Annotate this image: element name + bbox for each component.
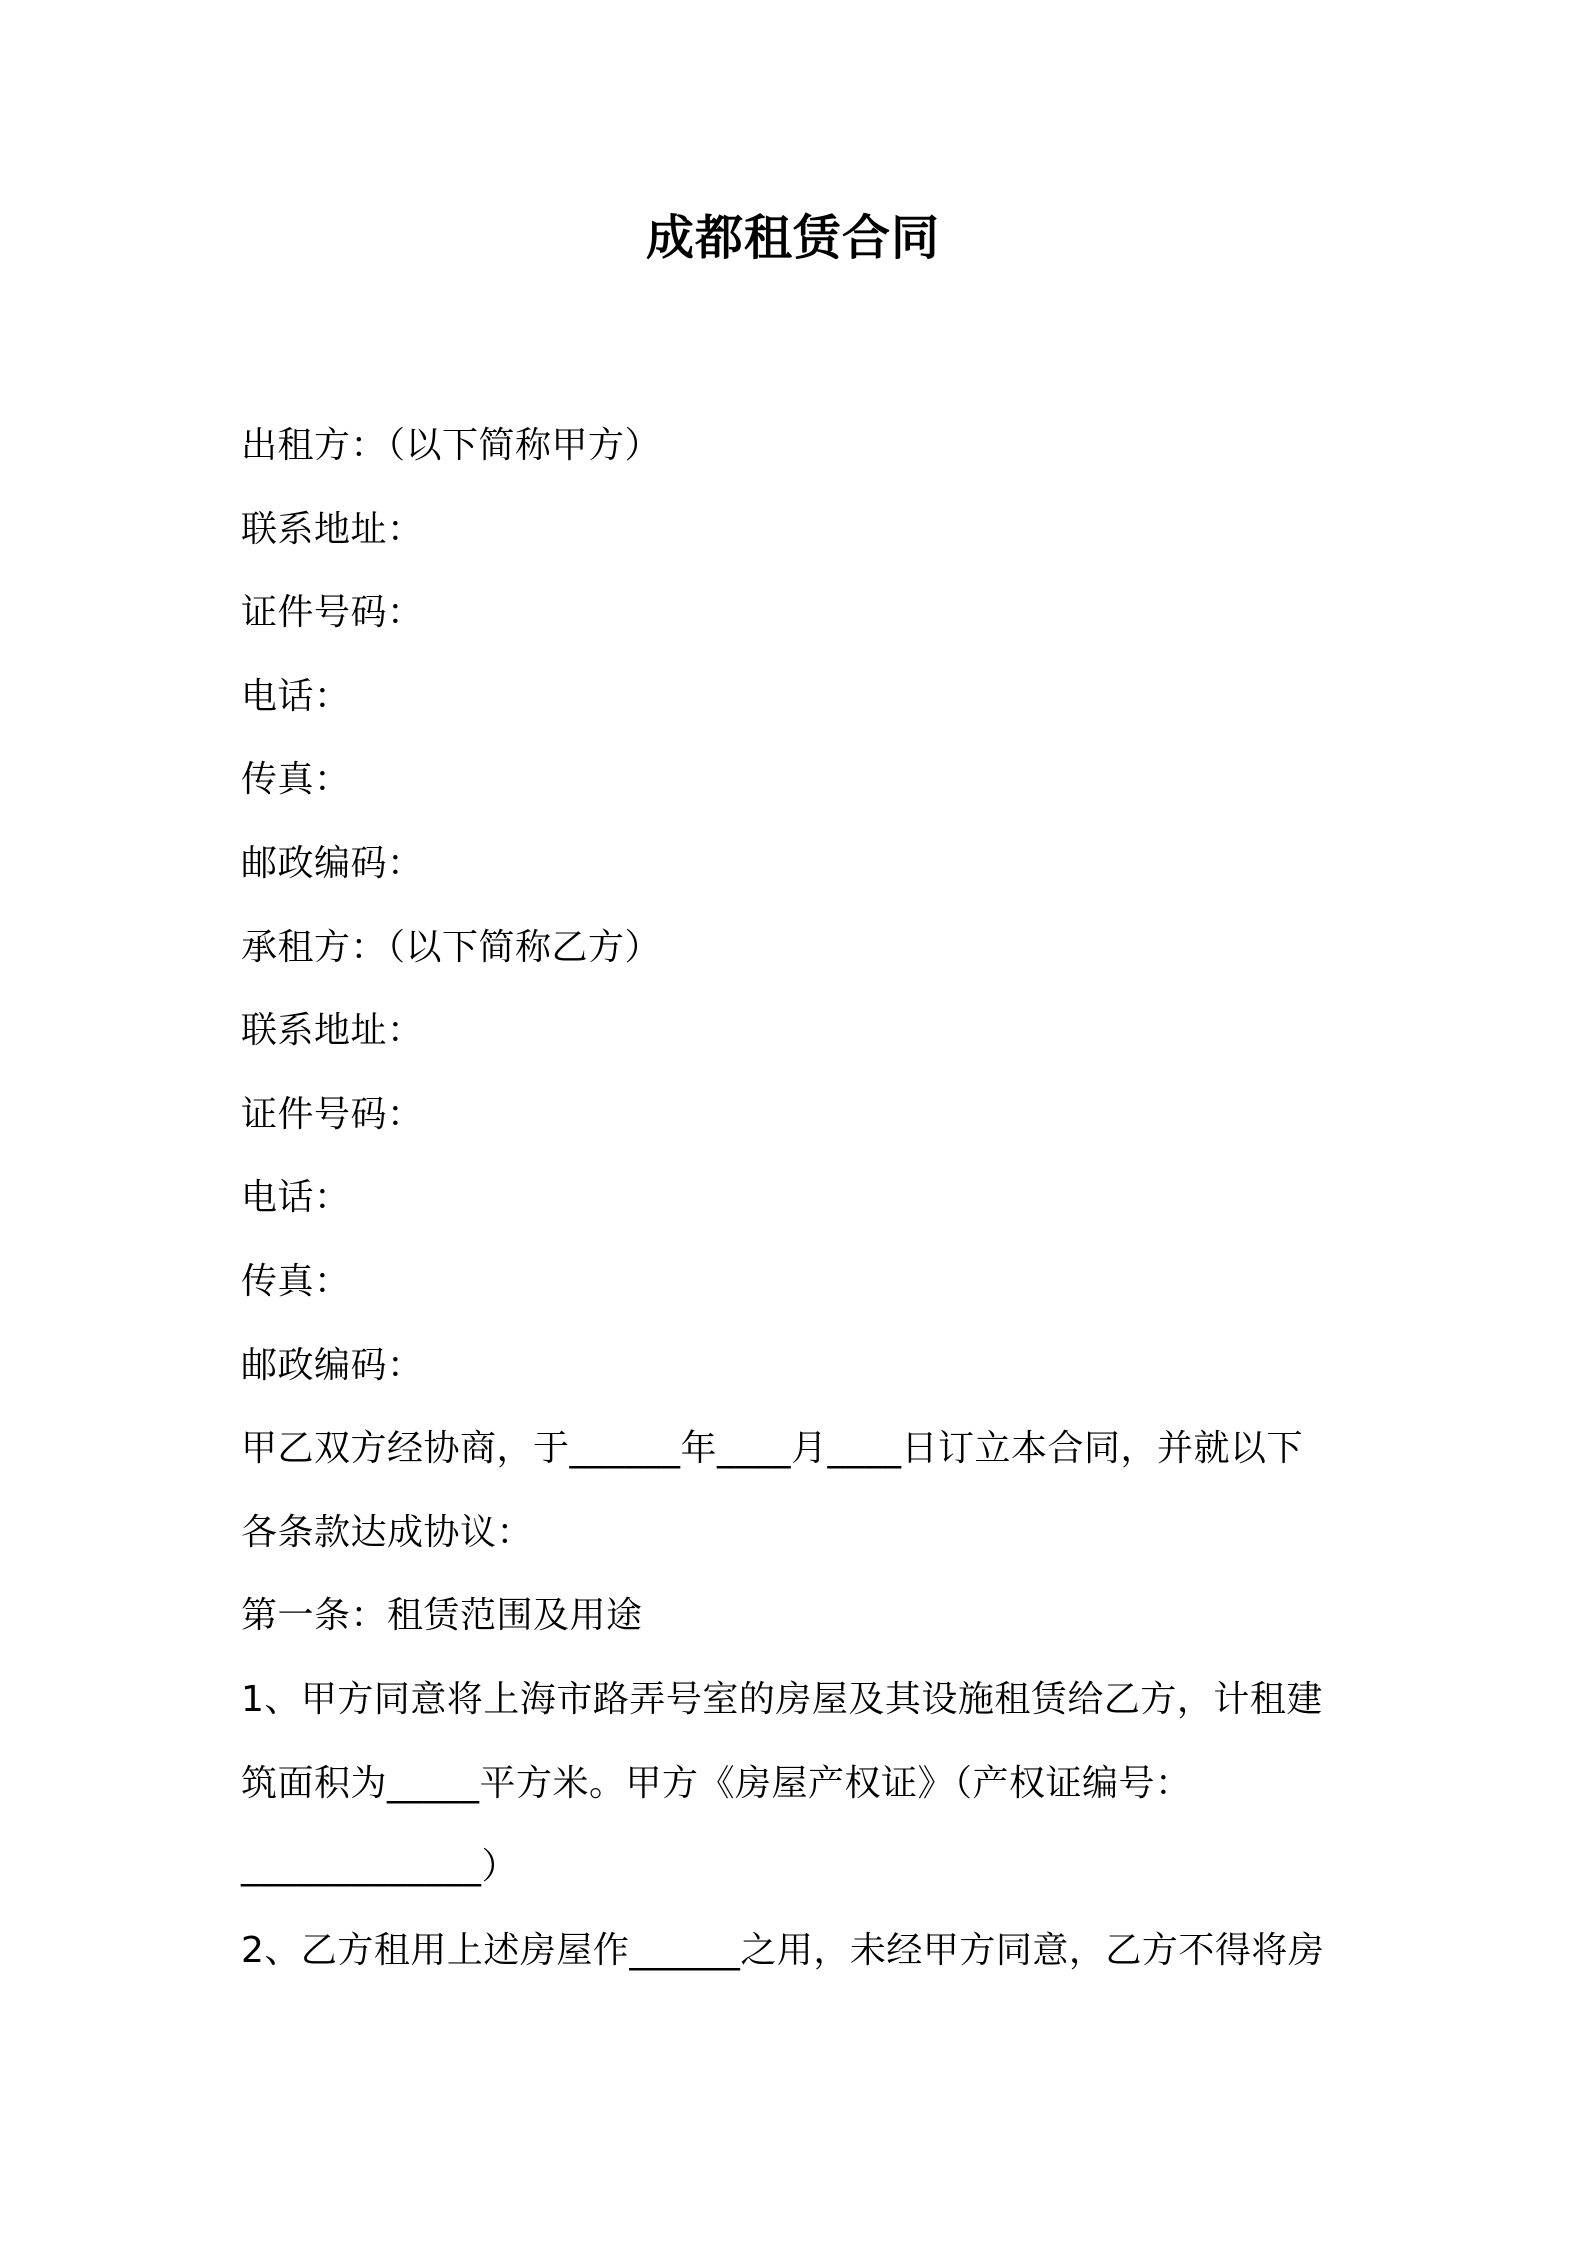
lessee-fax-label: 传真： <box>241 1260 351 1302</box>
clause-text-line: 2、乙方租用上述房屋作______之用，未经甲方同意，乙方不得将房 <box>241 1929 1325 1971</box>
lessee-postcode-label: 邮政编码： <box>241 1344 424 1386</box>
lessor-id-number-label: 证件号码： <box>241 592 424 634</box>
lessee-phone-label: 电话： <box>241 1177 351 1219</box>
lessor-phone-label: 电话： <box>241 675 351 717</box>
lessor-heading: 出租方：（以下简称甲方） <box>241 425 662 466</box>
lessee-address-label: 联系地址： <box>241 1010 424 1052</box>
lessor-postcode-label: 邮政编码： <box>241 842 424 884</box>
document-body <box>241 404 1361 1992</box>
clause-text-line: 1、甲方同意将上海市路弄号室的房屋及其设施租赁给乙方，计租建 <box>241 1678 1323 1720</box>
lessor-address-label: 联系地址： <box>241 508 424 550</box>
lessor-fax-label: 传真： <box>241 759 351 801</box>
agreement-intro-line: 各条款达成协议： <box>241 1511 534 1553</box>
clause-text-line: _____________） <box>241 1846 518 1888</box>
article-one-heading: 第一条：租赁范围及用途 <box>241 1595 643 1637</box>
document-title: 成都租赁合同 <box>645 210 940 266</box>
clause-text-line: 筑面积为_____平方米。甲方《房屋产权证》（产权证编号： <box>241 1762 1192 1804</box>
lessee-heading: 承租方：（以下简称乙方） <box>241 926 662 968</box>
agreement-intro-line: 甲乙双方经协商，于______年____月____日订立本合同，并就以下 <box>241 1428 1304 1470</box>
lessee-id-number-label: 证件号码： <box>241 1093 424 1135</box>
